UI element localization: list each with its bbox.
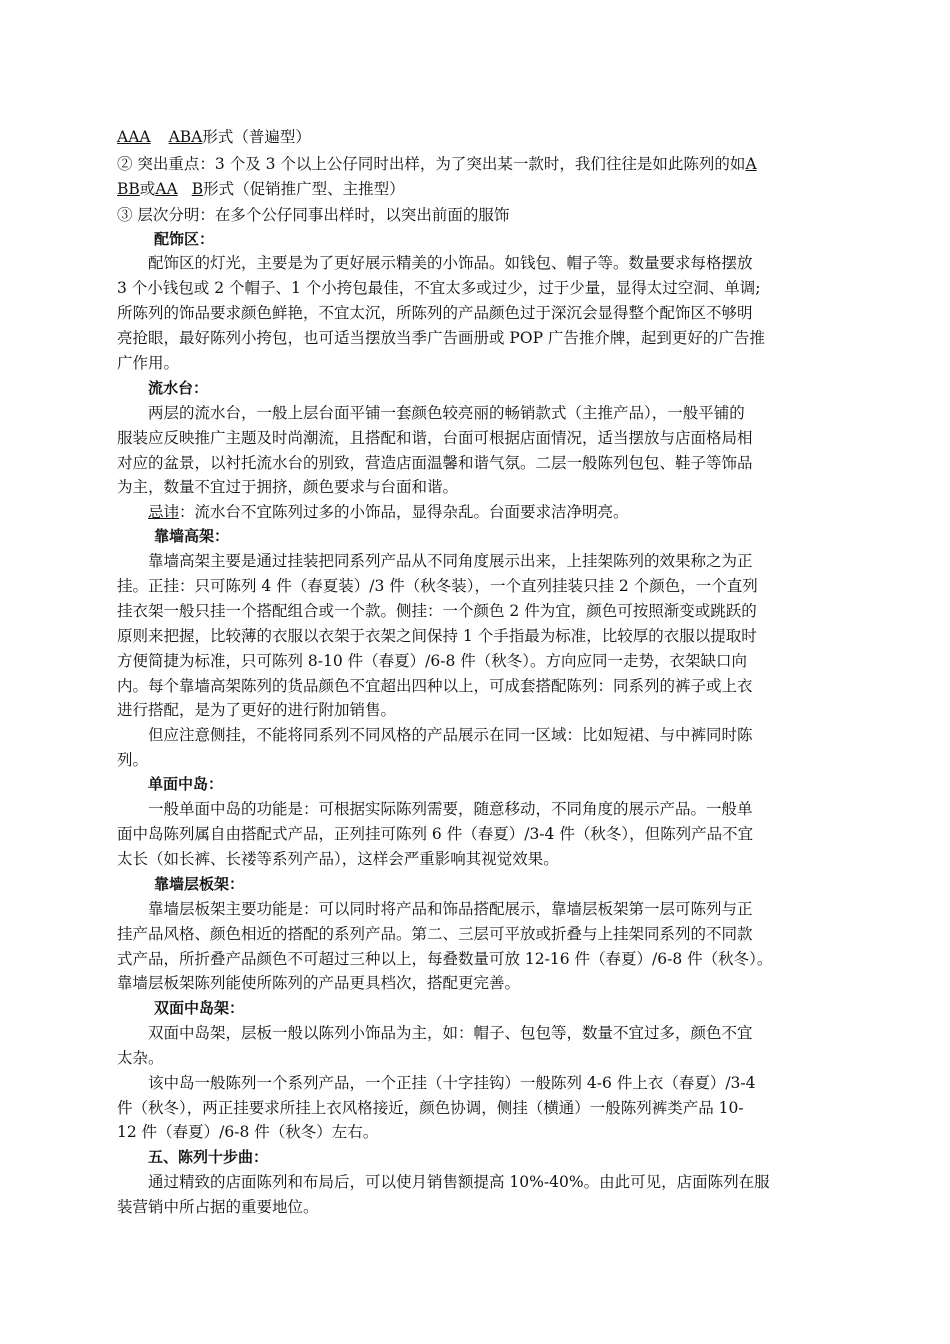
paragraph-line: 件（秋冬），两正挂要求所挂上衣风格接近，颜色协调，侧挂（横通）一般陈列裤类产品 10- [117,1099,744,1117]
pattern-aa: AA [155,180,178,198]
paragraph-line: 对应的盆景，以衬托流水台的别致，营造店面温馨和谐气氛。二层一般陈列包包、鞋子等饰品 [117,454,753,472]
pattern-a: A [745,155,757,173]
section-heading-accessory: 配饰区： [154,230,215,248]
paragraph-line: 面中岛陈列属自由搭配式产品，正列挂可陈列 6 件（春夏）/3-4 件（秋冬），但陈列产品不宜 [117,825,754,843]
pattern-bb: BB [117,180,140,198]
pattern-or: 或 [139,180,156,198]
paragraph-line: 亮抢眼，最好陈列小挎包，也可适当摆放当季广告画册或 POP 广告推介牌，起到更好的广告推 [117,329,765,347]
pattern-type-text: 形式（普遍型） [202,128,311,146]
paragraph-line: 挂衣架一般只挂一个搭配组合或一个款。侧挂：一个颜色 2 件为宜，颜色可按照渐变或跳跃的 [117,602,757,620]
paragraph-line: 列。 [117,751,149,769]
section-heading-wall-shelf: 靠墙层板架： [154,875,245,893]
pattern-aba: ABA [168,128,203,146]
section-heading-single-island: 单面中岛： [148,775,224,793]
taboo-label: 忌讳 [148,503,180,521]
paragraph-line: 一般单面中岛的功能是：可根据实际陈列需要，随意移动，不同角度的展示产品。一般单 [148,800,753,818]
paragraph-line: 靠墙层板架陈列能使所陈列的产品更具档次，搭配更完善。 [117,974,521,992]
highlight-text: ② 突出重点：3 个及 3 个以上公仔同时出样，为了突出某一款时，我们往往是如此陈列的如 [117,155,746,173]
taboo-text: ：流水台不宜陈列过多的小饰品，显得杂乱。台面要求洁净明亮。 [179,503,629,521]
paragraph-line: 靠墙层板架主要功能是：可以同时将产品和饰品搭配展示，靠墙层板架第一层可陈列与正 [148,900,753,918]
taboo-line [148,500,629,524]
intro-line-1 [117,125,311,149]
section-heading-ten-steps: 五、陈列十步曲： [148,1148,269,1166]
paragraph-line: 靠墙高架主要是通过挂装把同系列产品从不同角度展示出来，上挂架陈列的效果称之为正 [148,552,753,570]
paragraph-line: 式产品，所折叠产品颜色不可超过三种以上，每叠数量可放 12-16 件（春夏）/6-8 件（秋冬）。 [117,950,773,968]
paragraph-line: 内。每个靠墙高架陈列的货品颜色不宜超出四种以上，可成套搭配陈列：同系列的裤子或上衣 [117,677,753,695]
paragraph-line: 但应注意侧挂，不能将同系列不同风格的产品展示在同一区域：比如短裙、与中裤同时陈 [148,726,753,744]
paragraph-line: 挂。正挂：只可陈列 4 件（春夏装）/3 件（秋冬装），一个直列挂装只挂 2 个颜色，一个直列 [117,577,758,595]
section-heading-counter: 流水台： [148,379,209,397]
paragraph-line: 两层的流水台，一般上层台面平铺一套颜色较亮丽的畅销款式（主推产品），一般平铺的 [148,404,745,422]
paragraph-line: 原则来把握，比较薄的衣服以衣架于衣架之间保持 1 个手指最为标准，比较厚的衣服以提取时 [117,627,757,645]
paragraph-line: 配饰区的灯光，主要是为了更好展示精美的小饰品。如钱包、帽子等。数量要求每格摆放 [148,254,753,272]
section-heading-wall-rack: 靠墙高架： [154,527,230,545]
paragraph-line: 挂产品风格、颜色相近的搭配的系列产品。第二、三层可平放或折叠与上挂架同系列的不同款 [117,925,753,943]
paragraph-line: 进行搭配，是为了更好的进行附加销售。 [117,701,397,719]
paragraph-line: 服装应反映推广主题及时尚潮流，且搭配和谐，台面可根据店面情况，适当摆放与店面格局相 [117,429,753,447]
paragraph-line: 太长（如长裤、长褛等系列产品），这样会严重影响其视觉效果。 [117,850,559,868]
paragraph-line: 广作用。 [117,354,180,372]
paragraph-line: 双面中岛架，层板一般以陈列小饰品为主，如：帽子、包包等，数量不宜过多，颜色不宜 [148,1024,753,1042]
paragraph-line: 方便简捷为标准，只可陈列 8-10 件（春夏）/6-8 件（秋冬）。方向应同一走势，衣架缺口向 [117,652,748,670]
paragraph-line: 3 个小钱包或 2 个帽子、1 个小挎包最佳，不宜太多或过少，过于少量，显得太过空洞、单调; [117,279,761,297]
pattern-promo-text: 形式（促销推广型、主推型） [203,180,405,198]
pattern-aaa: AAA [117,128,151,146]
paragraph-line: 通过精致的店面陈列和布局后，可以使月销售额提高 10%-40%。由此可见，店面陈列在服 [148,1173,770,1191]
paragraph-line: 太杂。 [117,1049,164,1067]
pattern-b: B [191,180,204,198]
paragraph-line: 12 件（春夏）/6-8 件（秋冬）左右。 [117,1123,379,1141]
intro-line-2 [117,152,757,176]
section-heading-double-island: 双面中岛架： [154,999,245,1017]
paragraph-line: 所陈列的饰品要求颜色鲜艳，不宜太沉，所陈列的产品颜色过于深沉会显得整个配饰区不够明 [117,304,753,322]
paragraph-line: 该中岛一般陈列一个系列产品，一个正挂（十字挂钩）一般陈列 4-6 件上衣（春夏）/3-4 [148,1074,756,1092]
intro-line-4: ③ 层次分明：在多个公仔同事出样时，以突出前面的服饰 [117,206,510,224]
paragraph-line: 为主，数量不宜过于拥挤，颜色要求与台面和谐。 [117,478,459,496]
intro-line-3 [117,177,405,201]
paragraph-line: 装营销中所占据的重要地位。 [117,1198,319,1216]
